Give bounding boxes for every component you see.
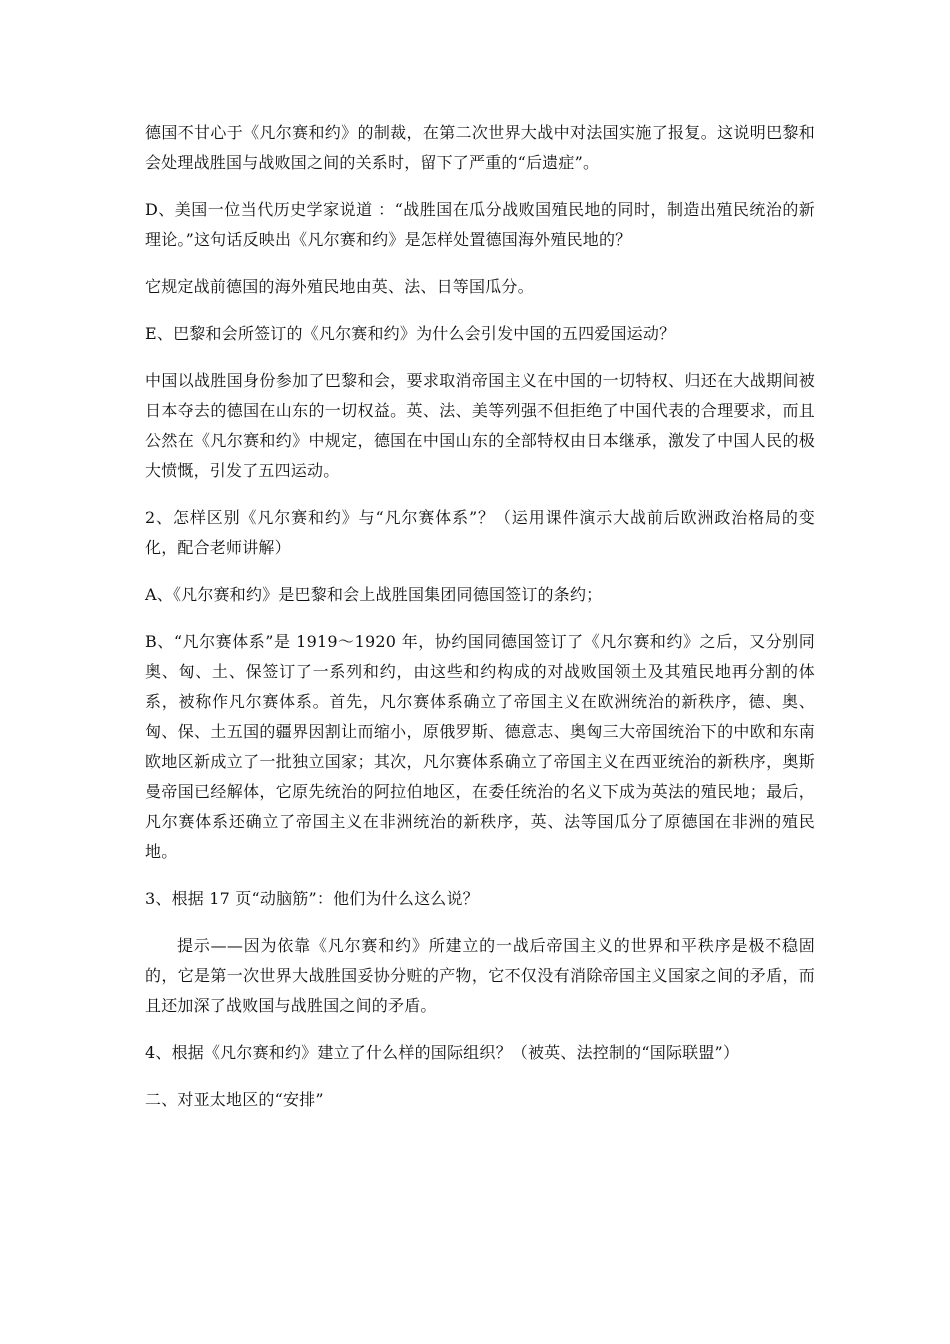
paragraph-question-d: D、美国一位当代历史学家说道 ：“战胜国在瓜分战败国殖民地的同时，制造出殖民统治的新理论。”这句话反映出《凡尔赛和约》是怎样处置德国海外殖民地的？ <box>145 200 815 249</box>
paragraph-point-a: A、《凡尔赛和约》是巴黎和会上战胜国集团同德国签订的条约； <box>145 585 603 604</box>
document-body <box>145 118 815 1132</box>
section-heading-asia-pacific: 二、对亚太地区的“安排” <box>145 1090 324 1109</box>
paragraph-hint: 提示——因为依靠《凡尔赛和约》所建立的一战后帝国主义的世界和平秩序是极不稳固的，它是第一次世界大战胜国妥协分赃的产物，它不仅没有消除帝国主义国家之间的矛盾，而且还加深了战败国与战胜国之间的矛盾。 <box>145 936 815 1015</box>
paragraph-question-e: E、巴黎和会所签订的《凡尔赛和约》为什么会引发中国的五四爱国运动？ <box>145 324 676 343</box>
paragraph-answer-e: 中国以战胜国身份参加了巴黎和会，要求取消帝国主义在中国的一切特权、归还在大战期间被日本夺去的德国在山东的一切权益。英、法、美等列强不但拒绝了中国代表的合理要求，而且公然在《凡尔赛和约》中规定，德国在中国山东的全部特权由日本继承，激发了中国人民的极大愤慨，引发了五四运动。 <box>145 371 815 480</box>
paragraph-germany-revenge: 德国不甘心于《凡尔赛和约》的制裁，在第二次世界大战中对法国实施了报复。这说明巴黎和会处理战胜国与战败国之间的关系时，留下了严重的“后遗症”。 <box>145 123 815 172</box>
paragraph-point-b: B、“凡尔赛体系”是 1919～1920 年，协约国同德国签订了《凡尔赛和约》之后，又分别同奥、匈、土、保签订了一系列和约，由这些和约构成的对战败国领土及其殖民地再分割的体系，被称作凡尔赛体系。首先，凡尔赛体系确立了帝国主义在欧洲统治的新秩序，德、奥、匈、保、土五国的疆界因割让而缩小，原俄罗斯、德意志、奥匈三大帝国统治下的中欧和东南欧地区新成立了一批独立国家；其次，凡尔赛体系确立了帝国主义在西亚统治的新秩序，奥斯曼帝国已经解体，它原先统治的阿拉伯地区，在委任统治的名义下成为英法的殖民地；最后，凡尔赛体系还确立了帝国主义在非洲统治的新秩序，英、法等国瓜分了原德国在非洲的殖民地。 <box>145 632 815 861</box>
paragraph-question-4: 4、根据《凡尔赛和约》建立了什么样的国际组织？（被英、法控制的“国际联盟”） <box>145 1043 740 1062</box>
paragraph-question-3: 3、根据 17 页“动脑筋”：他们为什么这么说？ <box>145 889 479 908</box>
paragraph-question-2: 2、怎样区别《凡尔赛和约》与“凡尔赛体系”？（运用课件演示大战前后欧洲政治格局的变化，配合老师讲解） <box>145 508 815 557</box>
paragraph-answer-d: 它规定战前德国的海外殖民地由英、法、日等国瓜分。 <box>145 277 534 296</box>
